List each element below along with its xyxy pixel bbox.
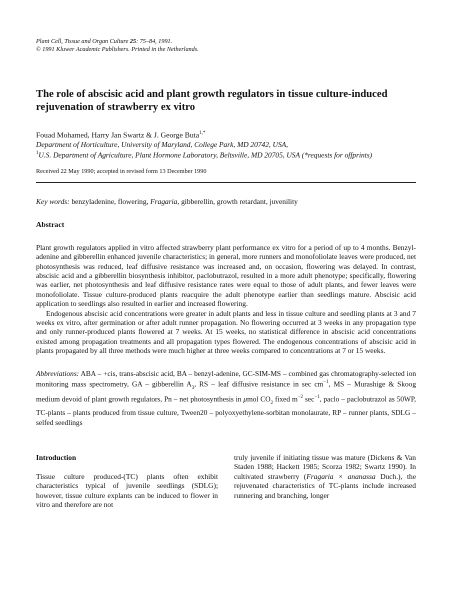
abbreviations: Abbreviations: ABA – +cis, trans-abscisic acid, BA – benzyl-adenine, GC-SIM-MS – combined gas chromatography-selected ion monitoring mass spectrometry, GA – gibberellin $A_3$, RS – leaf diffusive resistance in $\sec cm^{-1}$, MS – Murashige & Skoog medium devoid of plant growth regulators, Pn – net photosynthesis in μmol $CO_2$ fixed $m^{-2}$ $\sec^{-1}$, paclo – paclobutrazol as 50WP, TC-plants – plants produced from tissue culture, Tween20 – polyoxyethylene-sorbitan monolaurate, RP – runner plants, SDLG – selfed seedlings — [36, 368, 416, 427]
journal-pages: : 75–84, 1991. — [136, 38, 173, 45]
abbreviations-label: Abbreviations: — [36, 368, 80, 378]
left-column — [36, 453, 218, 510]
journal-name: Plant Cell, Tissue and Organ Culture — [36, 38, 129, 45]
right-column — [234, 453, 416, 510]
copyright-line: © 1991 Kluwer Academic Publishers. Printed in the Netherlands. — [36, 46, 199, 53]
received-dates: Received 22 May 1990; accepted in revised form 13 December 1990 — [36, 167, 207, 175]
keyword-genus: Fragaria — [150, 196, 178, 206]
affiliation-1: Department of Horticulture, University of Maryland, College Park, MD 20742, USA, — [36, 139, 288, 149]
keywords-label: Key words: — [36, 196, 70, 206]
header-divider — [36, 182, 416, 183]
author-superscript: 1,* — [199, 131, 206, 136]
journal-citation — [36, 38, 416, 46]
abstract-heading: Abstract — [36, 219, 65, 229]
affiliation-2 — [36, 149, 416, 160]
two-column-body — [36, 453, 416, 510]
introduction-right-text: truly juvenile if initiating tissue was mature (Dickens & Van Staden 1988; Hackett 1985; Scorza 1982; Swartz 1990). In cultivated strawberry (Fragaria × ananassa Duch.), the rejuvenated characteristics of TC-plants include increased runnering and branching, longer — [234, 452, 416, 500]
affiliation-2-superscript: 1 — [36, 150, 39, 156]
author-list — [36, 129, 416, 140]
article-title: The role of abscisic acid and plant growth regulators in tissue culture-induced rejuvenation of strawberry ex vitro — [36, 89, 388, 113]
offprints-note: *requests for offprints) — [304, 150, 373, 160]
keywords: Key words: benzyladenine, flowering, Fragaria, gibberellin, growth retardant, juvenility — [36, 196, 298, 206]
species-name: Fragaria × ananassa — [306, 471, 376, 481]
journal-volume: 25 — [129, 38, 137, 45]
abstract-paragraph-2: Endogenous abscisic acid concentrations were greater in adult plants and less in tissue culture and seedling plants at 3 and 7 weeks ex vitro, after germination or after adult runner propagation. No flowering occurred at 3 weeks in any propagation type and only runner-produced plants flowered at 7 weeks. At 15 weeks, no statistical difference in abscisic acid concentrations existed among propagation treatments and all propagation types flowered. The endogenous concentrations of abscisic acid in plants propagated by all three methods were much higher at three weeks compared to concentrations at 7 or 15 weeks. — [36, 308, 416, 356]
abstract-paragraph-1: Plant growth regulators applied in vitro affected strawberry plant performance ex vitro for a period of up to 4 months. Benzyl-adenine and gibberellin enhanced juvenile characteristics; in general, more runners and monofoliolate leaves were produced, net photosynthesis was reduced, leaf diffusive resistance was increased and, on occasion, flowering was delayed. In contrast, abscisic acid and a gibberellin biosynthesis inhibitor, paclobutrazol, resulted in a more adult phenotype; specifically, flowering was earlier, net photosynthesis and leaf diffusive resistance rates were equal to those of adult plants, and fewer leaves were monofoliolate. Tissue culture-produced plants reacquire the adult phenotype earlier than seedlings mature. Abscisic acid application to seedlings also resulted in earlier and increased flowering. — [36, 242, 416, 309]
introduction-heading: Introduction — [36, 452, 77, 462]
introduction-left-text: Tissue culture produced-(TC) plants often exhibit characteristics typical of juvenile seedlings (SDLG); however, tissue culture explants can be induced to flower in vitro and therefore are not — [36, 471, 218, 510]
affiliation-2-text: U.S. Department of Agriculture, Plant Hormone Laboratory, Beltsville, MD 20705, USA ( — [38, 150, 305, 160]
author-names: Fouad Mohamed, Harry Jan Swartz & J. George Buta — [36, 130, 200, 140]
